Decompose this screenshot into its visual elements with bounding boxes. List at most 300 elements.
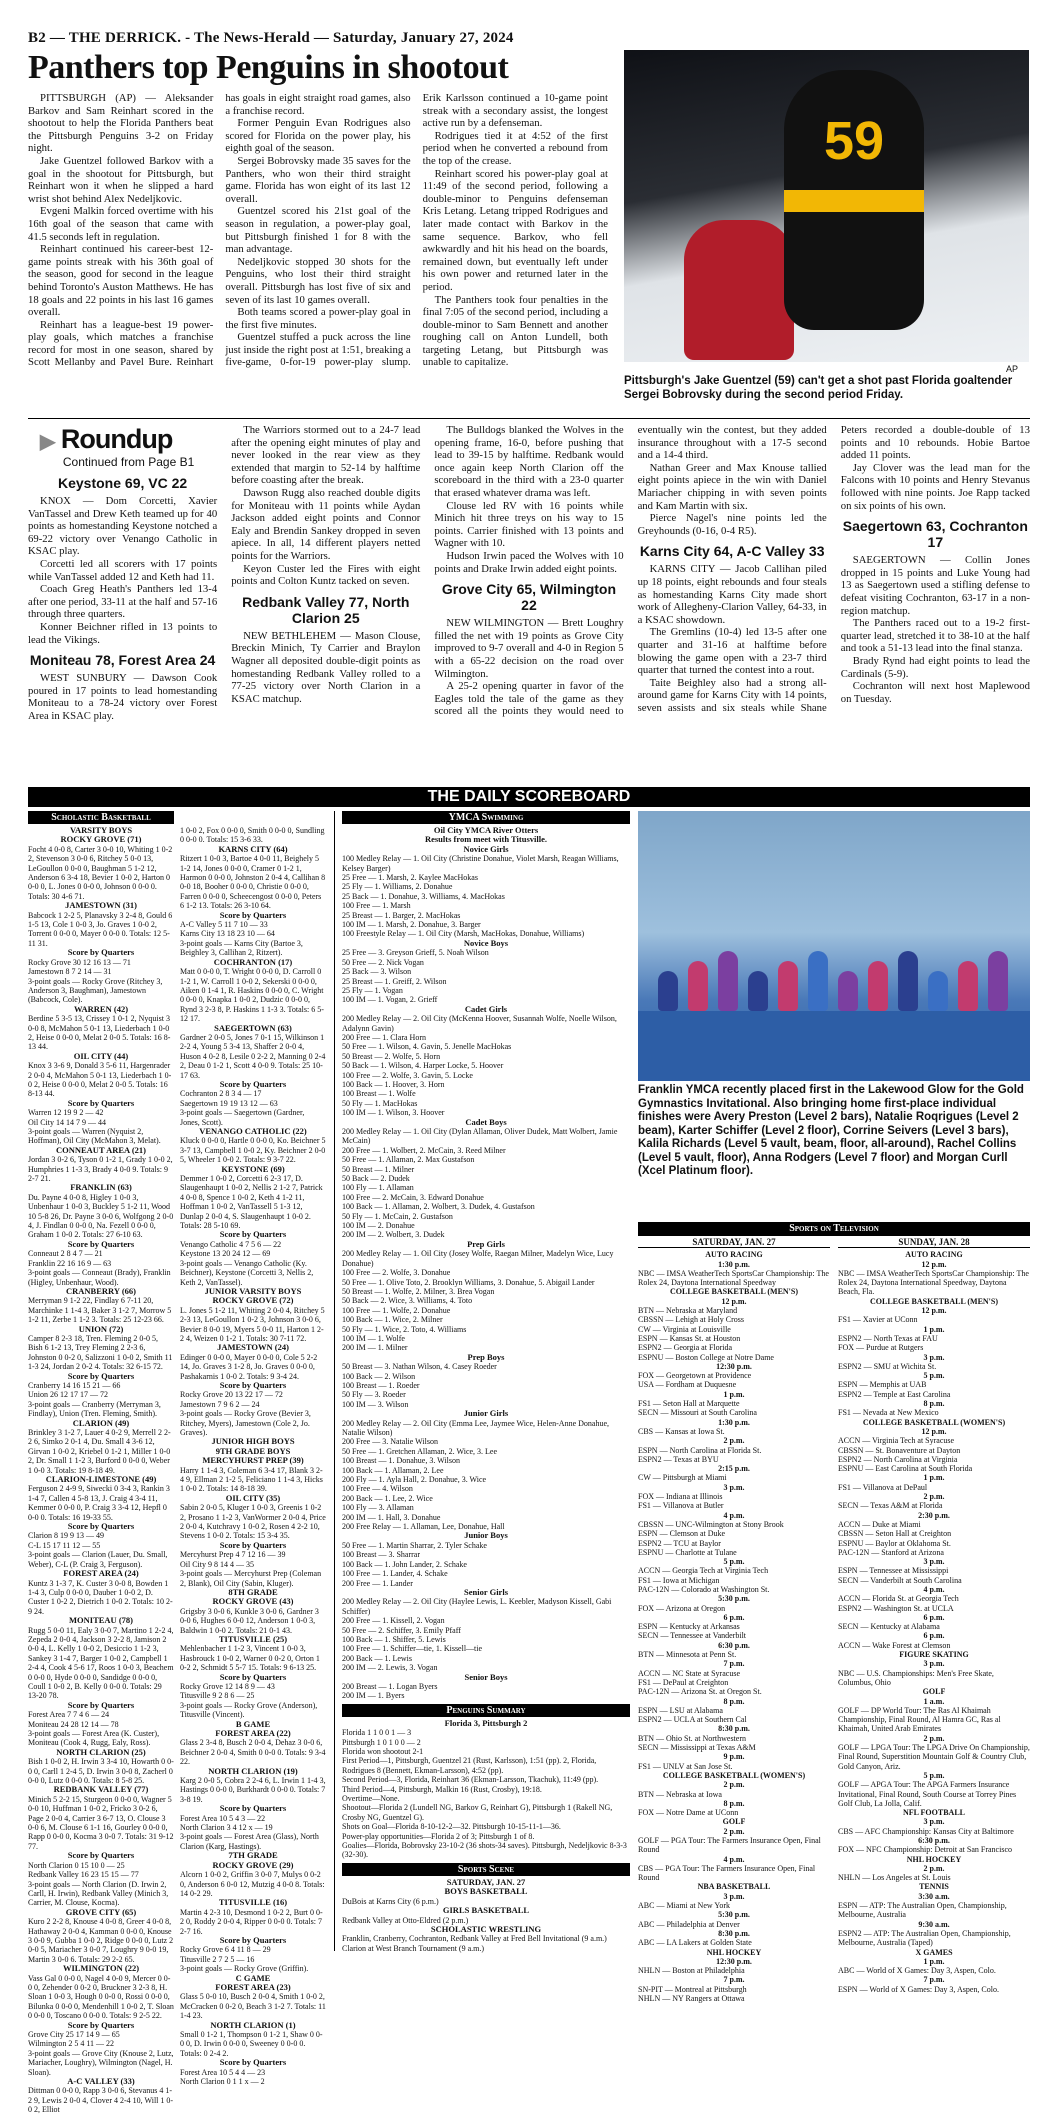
list-heading: Senior Boys xyxy=(464,1671,508,1682)
list-heading: ROCKY GROVE (43) xyxy=(212,1596,294,1607)
list-line: Saegertown 19 19 13 12 — 63 xyxy=(180,1098,278,1108)
list-line: NBC — IMSA WeatherTech SportsCar Championship: The Rolex 24, Daytona International Speedway, Daytona Beach, Fla. xyxy=(838,1268,1029,1297)
list-line: 50 Free — 2. Schiffer, 3. Emily Pfaff xyxy=(342,1625,461,1635)
list-line: 3-point goals — North Clarion (D. Irwin 2, Carll, H. Irwin), Redbank Valley (Minich 3, Carrier, M. Clouse, Kocma). xyxy=(28,1879,169,1908)
tv-sport: NFL FOOTBALL xyxy=(902,1808,965,1818)
list-heading: 9TH GRADE BOYS xyxy=(215,1445,291,1456)
list-heading: C GAME xyxy=(235,1972,271,1983)
list-line: FS1 — DePaul at Creighton xyxy=(638,1677,729,1687)
list-heading: CONNEAUT AREA (21) xyxy=(55,1144,147,1155)
list-line: Shootout—Florida 2 (Lundell NG, Barkov G, Reinhart G), Pittsburgh 1 (Rakell NG, Crosby NG, Guentzel G). xyxy=(342,1803,613,1822)
list-line: Union 26 12 17 17 — 72 xyxy=(28,1390,108,1400)
list-line: 25 Breast — 1. Barger, 2. MacHokas xyxy=(342,910,461,920)
headline: Panthers top Penguins in shootout xyxy=(28,49,509,86)
game-paragraph: WEST SUNBURY — Dawson Cook poured in 17 points to lead homestanding Moniteau to a 78-24 victory over Forest Area in KSAC play. xyxy=(28,672,218,722)
list-line: Redbank Valley at Otto-Eldred (2 p.m.) xyxy=(342,1915,469,1925)
list-line: ESPN2 — Washington St. at UCLA xyxy=(838,1603,954,1613)
list-line: Camper 8 2-3 18, Tren. Fleming 2 0-0 5, Bish 6 1-2 13, Trey Fleming 2 2-3 6, Johnston 0 0-2 0, Salizzoni 1 0-0 2, Smith 11 1-3 24, Jordan 2 0-2 4. Totals: 32 6-15 72. xyxy=(28,1333,173,1372)
list-line: A-C Valley 5 11 7 10 — 33 xyxy=(180,920,268,930)
list-line: 100 Back — 1. Allaman, 2. Lee xyxy=(342,1465,444,1475)
list-heading: Score by Quarters xyxy=(219,1229,287,1240)
list-line: USA — Fordham at Duquesne xyxy=(638,1380,737,1390)
list-line: NBC — U.S. Championships: Men's Free Skate, Columbus, Ohio xyxy=(838,1668,994,1687)
list-heading: JAMESTOWN (31) xyxy=(65,900,137,911)
list-heading: JUNIOR VARSITY BOYS xyxy=(204,1285,302,1296)
list-heading: Score by Quarters xyxy=(67,1238,135,1249)
list-line: 100 Free — 2. Wolfe, 3. Gavin, 5. Locke xyxy=(342,1070,473,1080)
tv-sport: AUTO RACING xyxy=(705,1250,763,1260)
list-heading: Score by Quarters xyxy=(67,1850,135,1861)
scholastic-col-2 xyxy=(180,826,326,2087)
photo-caption: Pittsburgh's Jake Guentzel (59) can't get a shot past Florida goaltender Sergei Bobrovsky during the second period Friday. xyxy=(624,375,1013,401)
list-line: CBS — Kansas at Iowa St. xyxy=(638,1426,725,1436)
tv-time: 1 p.m. xyxy=(723,1389,745,1399)
hockey-photo xyxy=(624,50,1029,362)
list-heading: SAEGERTOWN (63) xyxy=(214,1022,292,1033)
list-line: BTN — Nebraska at Maryland xyxy=(638,1306,738,1316)
tv-time: 3 p.m. xyxy=(723,1482,745,1492)
list-line: FOX — Georgetown at Providence xyxy=(638,1371,752,1381)
list-line: 200 IM — 2. Lewis, 3. Vogan xyxy=(342,1663,438,1673)
list-line: 1 0-0 2, Fox 0 0-0 0, Smith 0 0-0 0, Sundling 0 0-0 0. Totals: 15 3-6 33. xyxy=(180,826,325,845)
list-heading: GIRLS BASKETBALL xyxy=(442,1905,530,1916)
list-line: ESPNU — East Carolina at South Florida xyxy=(838,1464,973,1474)
list-line: 50 Back — 2. Wice, 3. Williams, 4. Toto xyxy=(342,1296,473,1306)
list-line: Harry 1 1-4 3, Coleman 6 3-4 17, Blank 3 2-4 9, Ellman 2 1-2 5, Feliciano 1 1-4 3, Hicks 1 0-0 2. Totals: 14 8-18 39. xyxy=(180,1465,323,1494)
list-heading: OIL CITY (44) xyxy=(73,1050,129,1061)
list-heading: ROCKY GROVE (71) xyxy=(60,834,142,845)
list-line: 25 Free — 3. Greyson Grieff, 5. Noah Wilson xyxy=(342,948,489,958)
game-paragraph: Cochranton will next host Maplewood on Tuesday. xyxy=(840,680,1030,705)
list-line: FOX — Purdue at Rutgers xyxy=(838,1343,924,1353)
tv-sunday xyxy=(838,1237,1030,1994)
sports-scene-body xyxy=(342,1878,630,1953)
list-line: FOX — NFC Championship: Detroit at San Francisco xyxy=(838,1845,1012,1855)
list-line: Mehlenbacher 1 1-2 3, Vincent 1 0-0 3, Hasbrouck 1 0-0 2, Warner 0 0-2 0, Orton 1 0-2 2, Schmidt 5 5-7 15. Totals: 9 6-13 25. xyxy=(180,1644,320,1673)
ymca-header: YMCA Swimming xyxy=(342,811,630,824)
list-line: ESPN2 — UCLA at Southern Cal xyxy=(638,1715,747,1725)
game-paragraph: Clouse led RV with 16 points while Minich hit three treys on his way to 15 points. Carrier finished with 13 points and Wagner with 10. xyxy=(434,499,624,550)
list-line: 200 Back — 1. Lee, 2. Wice xyxy=(342,1493,433,1503)
tv-time: 12:30 p.m. xyxy=(716,1956,752,1966)
list-heading: FOREST AREA (22) xyxy=(215,1728,291,1738)
story-paragraph: Reinhart has a league-best 19 power-play goals, which matches a franchise record for most in one season, shared by Scott Mellanby and Pavel Bure. Reinhart has goals in eight straight road games, also a franchise record. xyxy=(28,92,411,369)
list-line: 100 IM — 3. Wilson xyxy=(342,1399,409,1409)
list-line: ACCN — Florida St. at Georgia Tech xyxy=(838,1594,959,1604)
list-line: 100 Back — 1. Allaman, 2. Wolbert, 3. Dudek, 4. Gustafson xyxy=(342,1202,535,1212)
list-heading: Junior Girls xyxy=(463,1408,509,1419)
list-heading: Cadet Boys xyxy=(465,1116,507,1127)
penguins-summary-header: Penguins Summary xyxy=(342,1704,630,1717)
tv-sport: X GAMES xyxy=(915,1947,953,1957)
list-line: 100 IM — 2. Donahue xyxy=(342,1221,415,1231)
gymnast-figure xyxy=(688,961,708,1011)
tv-time: 7 p.m. xyxy=(723,1659,745,1669)
list-line: CBSSN — UNC-Wilmington at Stony Brook xyxy=(638,1519,784,1529)
list-line: Knox 3 3-6 9, Donald 3 5-6 11, Hargenrader 2 0-0 4, McMahon 5 0-1 13, Liederbach 1 0-0 2, Heise 0 0-0 0, Melat 2 0-0 5. Totals: 16 8-13 44. xyxy=(28,1061,172,1099)
list-line: Jamestown 8 7 2 14 — 31 xyxy=(28,967,112,977)
tv-time: 2 p.m. xyxy=(923,1863,945,1873)
list-line: Edinger 0 0-0 0, Mayer 0 0-0 0, Cole 5 2-2 14, Jo. Graves 3 1-2 8, Jo. Graves 0 0-0 0, Pashakarnis 1 0-0 2. Totals: 9 3-4 24. xyxy=(180,1352,318,1381)
list-line: SECN — Mississippi at Texas A&M xyxy=(638,1743,756,1753)
list-line: DuBois at Karns City (6 p.m.) xyxy=(342,1896,439,1906)
game-paragraph: A 25-2 opening quarter in favor of the Eagles told the tale of the game as they scored all the points they would need to eventually win the contest, but they added insurance throughout with a 17-5 second and a 14-4 third. xyxy=(434,424,827,718)
tv-time: 2:30 p.m. xyxy=(918,1510,950,1520)
list-line: Demmer 1 0-0 2, Corcetti 6 2-3 17, D. Slaugenhaupt 1 0-0 2, Nellis 2 1-2 7, Patrick 4 0-0 8, Spence 1 0-0 2, Keth 4 1-2 11, Hoffman 1 0-0 2, VanTassell 5 1-3 12, Dunlap 2 0-0 4, S. Slaugenhaupt 1 0-0 2. Totals: 28 5-10 69. xyxy=(180,1174,323,1231)
list-line: Second Period—3, Florida, Reinhart 36 (Ekman-Larsson, Tkachuk), 11:49 (pp). xyxy=(342,1775,599,1785)
list-heading: VENANGO CATHOLIC (22) xyxy=(199,1126,307,1136)
list-line: NHLN — NY Rangers at Ottawa xyxy=(638,1994,745,2004)
list-heading: Score by Quarters xyxy=(219,2057,287,2068)
list-heading: Score by Quarters xyxy=(67,2019,135,2030)
list-line: Brinkley 3 1-2 7, Lauer 4 0-2 9, Merrell 2 2-2 6, Simko 2 0-1 4, Du. Small 4 3-6 12, Girvan 1 0-0 2, Kriebel 0 1-2 1, Miller 1 0-0 2, Dr. Small 1 1-2 3, Burford 0 0-0 0, Weber 1 0-0 3. Totals: 19 8-18 49. xyxy=(28,1428,171,1475)
list-line: 50 Free — 1. Wilson, 4. Gavin, 5. Jenelle MacHokas xyxy=(342,1042,512,1052)
list-line: Keystone 13 20 24 12 — 69 xyxy=(180,1249,271,1259)
list-line: FOX — Indiana at Illinois xyxy=(638,1492,723,1502)
gymnast-figure xyxy=(808,951,828,1011)
list-heading: JAMESTOWN (24) xyxy=(217,1342,289,1353)
list-line: 50 Breast — 3. Nathan Wilson, 4. Casey Roeder xyxy=(342,1362,497,1372)
list-line: Warren 12 19 9 2 — 42 xyxy=(28,1108,104,1118)
list-line: 200 Free — 1. Wolbert, 2. McCain, 3. Reed Milner xyxy=(342,1145,506,1155)
list-line: Vass Gal 0 0-0 0, Nagel 4 0-0 9, Mercer 0 0-0 0, Zehender 0 0-2 0, Bruckner 3 2-3 8, H. Sloan 1 0-0 3, Hough 0 0-0 0, Rossi 0 0-0 0, Bilunka 0 0-0 0, Mendenhill 1 0-0 2, T. Sloan 0 0-0 0, Toscano 0 0-0 0. Totals: 9 2-5 22. xyxy=(28,1973,174,2021)
list-line: Pittsburgh 1 0 1 0 0 — 2 xyxy=(342,1737,421,1747)
tv-time: 7 p.m. xyxy=(923,1975,945,1985)
list-line: 200 Medley Relay — 2. Oil City (Emma Lee, Jaymee Wice, Helen-Anne Donahue, Natalie Wilson) xyxy=(342,1418,610,1437)
list-line: Babcock 1 2-2 5, Planavsky 3 2-4 8, Gould 6 1-5 13, Cole 1 0-0 3, Jo. Graves 1 0-0 2, Torrent 0 0-0 0, Mayer 0 0-0 0. Totals: 12 5-11 31. xyxy=(28,910,173,948)
tv-time: 5 p.m. xyxy=(723,1557,745,1567)
list-line: Glass 5 0-0 10, Busch 2 0-0 4, Smith 1 0-0 2, McCracken 0 0-2 0, Beach 3 1-2 7. Totals: 11 1-4 23. xyxy=(180,1992,326,2021)
list-heading: ROCKY GROVE (72) xyxy=(212,1295,294,1306)
list-line: ESPN — Tennessee at Mississippi xyxy=(838,1566,949,1576)
tv-time: 3 p.m. xyxy=(923,1557,945,1567)
list-line: ESPN — Memphis at UAB xyxy=(838,1380,927,1390)
list-line: 25 Fly — 1. Williams, 2. Donahue xyxy=(342,882,453,892)
list-line: FS1 — UNLV at San Jose St. xyxy=(638,1761,733,1771)
list-line: Grove City 25 17 14 9 — 65 xyxy=(28,2030,120,2039)
tv-time: 5 p.m. xyxy=(923,1371,945,1381)
list-line: 3-point goals — Karns City (Bartoe 3, Beighley 3, Callihan 2, Ritzert). xyxy=(180,938,303,958)
tv-sport: COLLEGE BASKETBALL (WOMEN'S) xyxy=(662,1770,806,1780)
list-line: SECN — Texas A&M at Florida xyxy=(838,1501,943,1511)
list-heading: Senior Girls xyxy=(464,1586,508,1597)
story-paragraph: Jake Guentzel followed Barkov with a goal in the shootout for Pittsburgh, but Reinhart won it when he slipped a hard wrist shot behind Alex Nedeljkovic. xyxy=(28,154,214,205)
tv-sport: COLLEGE BASKETBALL (MEN'S) xyxy=(869,1296,999,1306)
list-line: 100 Free — 2. Wolfe, 3. Donahue xyxy=(342,1268,451,1278)
list-heading: Score by Quarters xyxy=(67,1370,135,1381)
tv-sport: NBA BASKETBALL xyxy=(697,1882,771,1892)
list-line: 25 Free — 1. Marsh, 2. Kaylee MacHokas xyxy=(342,873,478,883)
list-heading: Junior Boys xyxy=(464,1530,508,1541)
gymnastics-photo xyxy=(638,811,1030,1081)
roundup-continued: Continued from Page B1 xyxy=(62,455,195,469)
list-line: 100 IM — 1. Wilson, 3. Hoover xyxy=(342,1108,445,1118)
list-line: ESPN2 — SMU at Wichita St. xyxy=(838,1361,937,1371)
tv-time: 12 p.m. xyxy=(921,1306,947,1316)
list-heading: Results from meet with Titusville. xyxy=(424,834,548,845)
list-heading: CLARION (49) xyxy=(72,1417,130,1428)
list-line: ABC — Miami at New York xyxy=(638,1901,731,1911)
list-heading: OIL CITY (35) xyxy=(225,1492,281,1503)
list-line: Ritzert 1 0-0 3, Bartoe 4 0-0 11, Beighely 5 1-2 14, Jones 0 0-0 0, Cramer 0 1-2 1, Harmon 0 0-0 0, Johnston 2 0-4 4, Callihan 8 0-0 18, Booher 0 0-0 0, Christie 0 0-0 0, Farren 0 0-0 0, Scheecengost 0 0-0 0, Peters 6 1-2 13. Totals: 26 3-10 64. xyxy=(180,854,326,911)
list-line: 100 Free — 1. Wolfe, 2. Donahue xyxy=(342,1305,451,1315)
list-line: C-L 15 17 11 12 — 55 xyxy=(28,1540,101,1550)
roundup-title: ▶ Roundup xyxy=(40,424,173,454)
tv-time: 7 p.m. xyxy=(723,1975,745,1985)
list-line: 50 Free — 1. Gretchen Allaman, 2. Wice, 3. Lee xyxy=(342,1446,498,1456)
list-line: 100 Free — 1. Schiffer—tie, 1. Kissell—tie xyxy=(342,1644,483,1654)
list-heading: Prep Girls xyxy=(467,1238,505,1249)
list-line: Forest Area 7 7 4 6 — 24 xyxy=(28,1710,110,1720)
list-line: NHLN — Los Angeles at St. Louis xyxy=(838,1873,951,1883)
list-line: FOX — Notre Dame at UConn xyxy=(638,1808,739,1818)
list-line: Oil City 14 14 7 9 — 44 xyxy=(28,1117,107,1127)
list-line: 200 Medley Relay — 1. Oil City (Dylan Allaman, Oliver Dudek, Matt Wolbert, Jamie McCain) xyxy=(342,1127,618,1146)
list-line: Conneaut 2 8 4 7 — 21 xyxy=(28,1249,103,1259)
goalie-figure xyxy=(684,220,794,360)
list-line: Du. Payne 4 0-0 8, Higley 1 0-0 3, Unbenhaur 1 0-0 3, Buckley 5 1-2 11, Wood 10 5-8 26, Dr. Payne 3 0-0 6, Wolfgong 2 0-0 4, J. Findlan 0 0-0 0, Na. Fezell 0 0-0 0, Graham 1 0-0 2. Totals: 27 6-10 63. xyxy=(28,1192,174,1240)
tv-sport: COLLEGE BASKETBALL (WOMEN'S) xyxy=(862,1417,1006,1427)
list-line: 100 Back — 1. Shiffer, 5. Lewis xyxy=(342,1634,446,1644)
list-line: FS1 — Nevada at New Mexico xyxy=(838,1408,939,1418)
tv-time: 3 p.m. xyxy=(923,1659,945,1669)
list-line: 100 IM — 1. Wolfe xyxy=(342,1333,405,1343)
gymnast-figure xyxy=(838,971,858,1011)
list-line: ESPN2 — Temple at East Carolina xyxy=(838,1389,951,1399)
list-line: 3-point goals — Rocky Grove (Griffin). xyxy=(180,1964,309,1974)
story-paragraph: Former Penguin Evan Rodrigues also scored for Florida on the power play, his eighth goal of the season. xyxy=(225,117,411,155)
list-heading: COCHRANTON (17) xyxy=(213,956,293,967)
list-line: 100 Back — 1. John Lander, 2. Schake xyxy=(342,1559,467,1569)
list-line: Power-play opportunities—Florida 2 of 3; Pittsburgh 1 of 8. xyxy=(342,1831,535,1841)
list-line: PAC-12N — Colorado at Washington St. xyxy=(638,1584,770,1594)
list-line: 25 Back — 3. Wilson xyxy=(342,967,412,977)
list-line: ESPN — Clemson at Duke xyxy=(638,1529,726,1539)
story-paragraph: Reinhart scored his power-play goal at 11:49 of the second period, following a double-minor to Penguins defenseman Kris Letang. Letang tripped Rodrigues and later made contact with Barkov in the same sequence. Barkov, who fell awkwardly and hit his head on the boards, remained down, but eventually left under his own power and returned later in the period. xyxy=(422,167,608,293)
list-line: 200 IM — 2. Wolbert, 3. Dudek xyxy=(342,1230,445,1240)
list-line: ESPNU — Charlotte at Tulane xyxy=(638,1547,737,1557)
list-line: 100 Medley Relay — 1. Oil City (Christine Donahue, Violet Marsh, Reagan Williams, Kelsey Barger) xyxy=(342,854,619,873)
list-line: Venango Catholic 4 7 5 6 — 22 xyxy=(180,1239,282,1249)
list-line: ESPN2 — North Carolina at Virginia xyxy=(838,1454,958,1464)
ymca-body xyxy=(342,826,630,1701)
list-line: 200 Medley Relay — 1. Oil City (Josey Wolfe, Raegan Milner, Madelyn Wice, Lucy Donahue) xyxy=(342,1249,614,1268)
list-line: Forest Area 10 5 4 3 — 22 xyxy=(180,1813,266,1823)
list-line: ESPN2 — North Texas at FAU xyxy=(838,1333,938,1343)
tv-time: 8 p.m. xyxy=(923,1399,945,1409)
game-paragraph: The Warriors stormed out to a 24-7 lead after the opening eight minutes of play and never looked in the rear view as they extended that margin to 52-14 by halftime before coasting after the break. xyxy=(231,424,421,487)
list-line: 3-point goals — Warren (Nyquist 2, Hoffman), Oil City (McMahon 3, Melat). xyxy=(28,1127,161,1146)
list-heading: Score by Quarters xyxy=(67,1699,135,1710)
game-paragraph: Dawson Rugg also reached double digits for Moniteau with 11 points while Aydan Jackson added eight points and Connor Ealy and Brendin Sankey dropped in seven apiece. In all, 14 different players netted points for the Warriors. xyxy=(231,486,421,562)
tv-time: 1 a.m. xyxy=(923,1696,945,1706)
game-paragraph: Brady Rynd had eight points to lead the Cardinals (5-9). xyxy=(840,654,1030,680)
list-line: Focht 4 0-0 8, Carter 3 0-0 10, Whiting 1 0-2 2, Stevenson 3 0-0 6, Ritchey 5 0-0 13, LeGoullon 0 0-0 0, Baughman 5 1-2 12, Anderson 6 3-4 18, Bevier 1 0-0 2, Harton 0 0-0 0, L. Jones 0 0-0 0, Johnson 0 0-0 0. Totals: 30 4-6 71. xyxy=(28,844,173,901)
list-line: ESPN2 — Georgia at Florida xyxy=(638,1343,733,1353)
game-paragraph: Hudson Irwin paced the Wolves with 10 points and Drake Irwin added eight points. xyxy=(434,549,624,575)
list-line: Cranberry 14 16 15 21 — 66 xyxy=(28,1380,121,1390)
list-line: BTN — Minnesota at Penn St. xyxy=(638,1650,737,1660)
list-heading: Score by Quarters xyxy=(219,1934,287,1945)
list-line: ACCN — NC State at Syracuse xyxy=(638,1668,740,1678)
list-line: 100 Free — 2. McCain, 3. Edward Donahue xyxy=(342,1192,484,1202)
story-paragraph: Guentzel stuffed a puck across the line just inside the right post at 1:51, breaking a five-game, 0-for-19 power-play slump. Erik Karlsson continued a 10-game point streak with a secondary assist, the longest active run by a defenseman. xyxy=(225,92,608,369)
list-line: 3-point goals — Forest Area (Glass), North Clarion (Karg, Hastings). xyxy=(180,1832,319,1851)
list-line: 25 Back — 1. Donahue, 3. Williams, 4. MacHokas xyxy=(342,891,505,901)
list-line: CW — Virginia at Louisville xyxy=(638,1324,731,1334)
scholastic-col-1 xyxy=(28,811,174,2115)
list-line: 200 Medley Relay — 2. Oil City (McKenna Hoover, Susannah Wolfe, Noelle Wilson, Adalynn Gavin) xyxy=(342,1014,617,1033)
game-headline: Grove City 65, Wilmington 22 xyxy=(441,581,617,614)
list-line: Berdine 5 3-5 13, Crissey 1 0-1 2, Nyquist 3 0-0 8, McMahon 5 0-1 13, Liederbach 1 0-0 2, Heise 0 0-0 0, Melat 2 0-0 5. Totals: 16 8-13 44. xyxy=(28,1014,171,1052)
list-line: Karns City 13 18 23 10 — 64 xyxy=(180,929,275,939)
tv-time: 6 p.m. xyxy=(723,1612,745,1622)
list-line: 100 IM — 1. Marsh, 2. Donahue, 3. Barger xyxy=(342,920,481,930)
list-heading: FRANKLIN (63) xyxy=(70,1182,132,1193)
tv-time: 2 p.m. xyxy=(923,1733,945,1743)
list-line: 200 Free — 1. Clara Horn xyxy=(342,1032,426,1042)
tv-time: 9 p.m. xyxy=(723,1752,745,1762)
list-heading: MERCYHURST PREP (39) xyxy=(202,1455,304,1466)
list-line: Rocky Grove 30 12 16 13 — 71 xyxy=(28,957,131,967)
list-heading: SCHOLASTIC WRESTLING xyxy=(430,1923,542,1934)
tv-sport: AUTO RACING xyxy=(905,1250,963,1260)
list-heading: A-C VALLEY (33) xyxy=(67,2076,135,2087)
list-line: First Period—1, Pittsburgh, Guentzel 21 (Rust, Karlsson), 1:51 (pp). 2, Florida, Rodrigues 8 (Bennett, Ekman-Larsson), 4:52 (pp). xyxy=(342,1756,597,1775)
game-paragraph: Jay Clover was the lead man for the Falcons with 10 points and Henry Stevanus followed with nine points. Joe Rapp tacked on six points of his own. xyxy=(840,461,1030,512)
gymnast-figure xyxy=(988,951,1008,1011)
list-line: Forest Area 10 5 4 4 — 23 xyxy=(180,2067,266,2077)
story-paragraph: Sergei Bobrovsky made 35 saves for the Panthers, who won their third straight game. Florida has won eight of its last 12 overall. xyxy=(225,154,411,205)
right-scoreboard-col xyxy=(342,811,630,1951)
list-heading: B GAME xyxy=(235,1718,271,1729)
tv-day-saturday: SATURDAY, JAN. 27 xyxy=(638,1238,830,1248)
list-line: ESPN — LSU at Alabama xyxy=(638,1705,723,1715)
list-line: Rocky Grove 12 14 8 9 — 43 xyxy=(180,1681,275,1691)
tv-time: 4 p.m. xyxy=(923,1584,945,1594)
list-line: 200 Free — 1. Kissell, 2. Vogan xyxy=(342,1616,445,1626)
tv-time: 5:30 p.m. xyxy=(718,1910,750,1920)
list-line: FS1 — Iowa at Michigan xyxy=(638,1575,720,1585)
gymnast-figure xyxy=(718,951,738,1011)
game-headline: Moniteau 78, Forest Area 24 xyxy=(29,652,216,669)
tv-time: 4 p.m. xyxy=(723,1854,745,1864)
list-line: Cochranton 2 8 3 4 — 17 xyxy=(180,1089,262,1099)
list-heading: TITUSVILLE (16) xyxy=(218,1897,288,1908)
game-headline: Redbank Valley 77, North Clarion 25 xyxy=(242,593,410,626)
list-heading: Score by Quarters xyxy=(219,909,287,920)
list-line: 50 Breast — 2. Wolfe, 5. Horn xyxy=(342,1051,441,1061)
section-divider xyxy=(28,418,1030,419)
story-paragraph: Evgeni Malkin forced overtime with his 16th goal of the season that came with 41.5 seconds left in regulation. xyxy=(28,205,214,243)
tv-sport: FIGURE SKATING xyxy=(899,1650,969,1660)
list-line: ACCN — Wake Forest at Clemson xyxy=(838,1640,951,1650)
list-line: Jamestown 7 9 6 2 — 24 xyxy=(180,1399,260,1409)
list-heading: Florida 3, Pittsburgh 2 xyxy=(444,1717,528,1728)
list-line: 100 IM — 1. Vogan, 2. Grieff xyxy=(342,995,438,1005)
list-line: 50 Free — 2. Nick Vogan xyxy=(342,957,424,967)
game-paragraph: Keyon Custer led the Fires with eight points and Colton Kuntz tacked on seven. xyxy=(231,562,421,588)
gymnast-figure xyxy=(778,961,798,1011)
list-heading: NORTH CLARION (1) xyxy=(210,2019,296,2030)
tv-time: 2:15 p.m. xyxy=(718,1464,750,1474)
scholastic-header: Scholastic Basketball xyxy=(28,811,174,824)
list-line: Overtime—None. xyxy=(342,1794,400,1804)
list-line: Clarion at West Branch Tournament (9 a.m.) xyxy=(342,1943,485,1953)
list-line: North Clarion 0 15 10 0 — 25 xyxy=(28,1860,125,1870)
list-heading: CLARION-LIMESTONE (49) xyxy=(45,1474,157,1485)
list-heading: SATURDAY, JAN. 27 xyxy=(446,1876,526,1887)
list-line: 100 Breast — 1. Roeder xyxy=(342,1380,420,1390)
list-line: Florida won shootout 2-1 xyxy=(342,1747,424,1756)
list-heading: NORTH CLARION (19) xyxy=(208,1765,298,1776)
game-paragraph: Coach Greg Heath's Panthers led 13-4 after one period, 33-11 at the half and 57-16 through three quarters. xyxy=(28,583,218,621)
list-line: 50 Back — 1. Wilson, 4. Harper Locke, 5. Hoover xyxy=(342,1061,504,1071)
list-line: 200 Breast — 1. Logan Byers xyxy=(342,1681,438,1691)
tv-time: 12:30 p.m. xyxy=(716,1361,752,1371)
list-line: Clarion 8 19 9 13 — 49 xyxy=(28,1531,104,1541)
list-line: ESPN2 — Texas at BYU xyxy=(638,1454,719,1464)
list-line: Gardner 2 0-0 5, Jones 7 0-1 15, Wilkinson 1 2-2 4, Young 5 3-4 13, Shaffer 2 0-0 4, Huson 4 0-2 8, Lesile 0 2-2 2, Manning 0 2-4 2, Deau 0 1-2 1, Scott 4 0-0 9. Totals: 25 10-17 63. xyxy=(180,1032,326,1080)
list-heading: JUNIOR HIGH BOYS xyxy=(211,1436,295,1447)
list-line: Kluck 0 0-0 0, Hartle 0 0-0 0, Ko. Beichner 5 3-7 13, Campbell 1 0-0 2, Ky. Beichner 2 0-0 5, Wheeler 1 0-0 2. Totals: 9 3-7 22. xyxy=(180,1136,326,1165)
list-line: 50 Free — 1. Olive Toto, 2. Brooklyn Williams, 3. Donahue, 5. Abigail Lander xyxy=(342,1277,595,1287)
list-line: Bish 1 0-0 2, H. Irwin 3 3-4 10, Howarth 0 0-0 0, Carll 1 2-4 5, D. Irwin 3 0-0 8, Zacherl 0 0-0 0, Lutz 0 0-0 0. Totals: 8 5-8 25. xyxy=(28,1757,174,1786)
list-line: Dittman 0 0-0 0, Rapp 3 0-0 6, Stevanus 4 1-2 9, Lewis 2 0-0 4, Clover 4 2-4 10, Will 1 0-0 2, Elliot xyxy=(28,2086,174,2115)
game-paragraph: The Panthers raced out to a 19-2 first-quarter lead, stretched it to 38-10 at the half and took a 51-13 lead into the final stanza. xyxy=(840,617,1030,655)
story-paragraph: Both teams scored a power-play goal in the first five minutes. xyxy=(225,306,411,331)
list-heading: UNION (72) xyxy=(78,1323,124,1334)
list-heading: 7TH GRADE xyxy=(228,1850,278,1861)
list-line: Merryman 9 1-2 22, Findlay 6 7-11 20, Marchinke 1 1-4 3, Baker 3 1-2 7, Morrow 5 1-2 11, Zerbe 1 1-2 3. Totals: 25 12-23 66. xyxy=(28,1296,172,1325)
gymnast-figure xyxy=(868,961,888,1011)
list-line: BTN — Nebraska at Iowa xyxy=(638,1789,722,1799)
list-heading: Oil City YMCA River Otters xyxy=(433,825,539,835)
list-line: 3-point goals — Rocky Grove (Anderson), Titusville (Vincent). xyxy=(180,1700,318,1720)
list-line: 3-point goals — Venango Catholic (Ky. Beichner), Keystone (Corcetti 3, Nellis 2, Keth 2, VanTassel). xyxy=(180,1258,314,1287)
list-line: ABC — Philadelphia at Denver xyxy=(638,1919,740,1929)
list-heading: ROCKY GROVE (29) xyxy=(212,1859,294,1870)
list-line: L. Jones 5 1-2 11, Whiting 2 0-0 4, Ritchey 5 2-3 13, LeGoullon 1 0-2 3, Johnson 3 0-0 6, Bevier 8 0-0 19, Myers 5 0-0 11, Harton 1 2-2 4, Weizen 0 1-2 1. Totals: 30 7-11 72. xyxy=(180,1305,325,1343)
list-line: Florida 1 1 0 0 1 — 3 xyxy=(342,1728,412,1738)
tv-time: 6 p.m. xyxy=(923,1631,945,1641)
list-heading: Prep Boys xyxy=(467,1351,505,1362)
list-line: Kuntz 3 1-3 7, K. Custer 3 0-0 8, Bowden 1 1-4 3, Culp 0 0-0 0, Dauber 1 0-0 2, D. Custer 1 0-2 2, Dietrich 1 0-0 2. Totals: 10 2-9 24. xyxy=(28,1578,173,1616)
list-line: CBSSN — St. Bonaventure at Dayton xyxy=(838,1445,961,1455)
main-story xyxy=(28,92,608,405)
list-line: SECN — Missouri at South Carolina xyxy=(638,1408,757,1418)
list-heading: Score by Quarters xyxy=(67,947,135,958)
sports-scene-header: Sports Scene xyxy=(342,1863,630,1876)
tv-time: 1 p.m. xyxy=(923,1473,945,1483)
tv-time: 12 p.m. xyxy=(921,1259,947,1269)
list-heading: KARNS CITY (64) xyxy=(218,843,288,854)
tv-header: Sports on Television xyxy=(638,1222,1030,1236)
list-line: 50 Free — 1. Allaman, 2. Max Gustafson xyxy=(342,1155,475,1165)
list-line: Wilmington 2 5 4 11 — 22 xyxy=(28,2039,115,2049)
game-headline: Karns City 64, A-C Valley 33 xyxy=(639,543,825,560)
list-line: Minich 5 2-2 15, Sturgeon 0 0-0 0, Wagner 5 0-0 10, Huffman 1 0-0 2, Fricko 3 0-2 6, Page 2 0-0 4, Carrier 3 6-7 13, O. Clouse 3 0-0 6, M. Clouse 6 1-1 16, Gourley 0 0-0 0, Rapp 0 0-0 0, Kocma 3 0-0 7. Totals: 31 9-12 77. xyxy=(28,1794,174,1851)
list-line: 100 Back — 1. Wice, 2. Milner xyxy=(342,1315,443,1325)
list-line: 100 Breast — 1. Wolfe xyxy=(342,1089,416,1099)
list-line: 3-point goals — Rocky Grove (Ritchey 3, Anderson 3, Baughman), Jamestown (Babcock, Cole). xyxy=(28,976,163,1005)
list-line: 200 Medley Relay — 2. Oil City (Haylee Lewis, L. Keebler, Madyson Kissell, Gabi Schiffer) xyxy=(342,1597,612,1616)
list-line: FS1 — Xavier at UConn xyxy=(838,1315,918,1325)
column-rule xyxy=(334,811,335,1951)
gym-mat xyxy=(638,1011,1030,1081)
list-line: ACCN — Duke at Miami xyxy=(838,1519,921,1529)
list-line: SECN — Kentucky at Alabama xyxy=(838,1622,940,1632)
